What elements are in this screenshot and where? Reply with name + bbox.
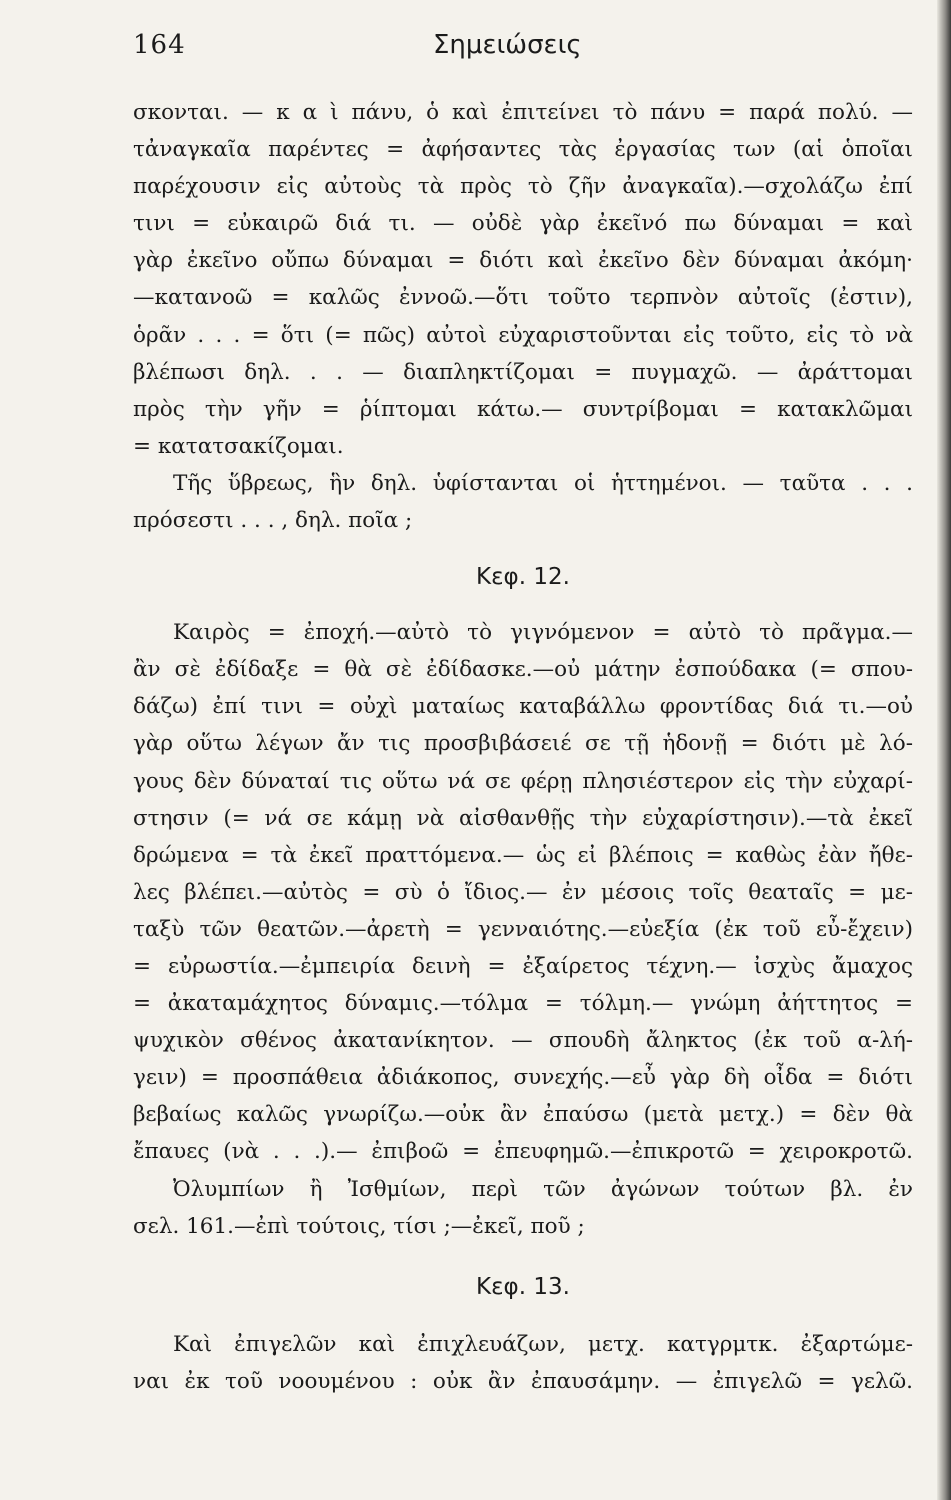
spacer xyxy=(133,596,913,614)
text-line: Καιρὸς = ἐποχή.—αὐτὸ τὸ γιγνόμενον = αὐτὸ τὸ πρᾶγμα.— xyxy=(173,620,913,646)
text-line: Καὶ ἐπιγελῶν καὶ ἐπιχλευάζων, μετχ. κατγρμτκ. ἐξαρτώμε- xyxy=(173,1331,913,1357)
text-line: ἂν σὲ ἐδίδαξε = θὰ σὲ ἐδίδασκε.—οὐ μάτην ἐσπούδακα (= σπου- xyxy=(133,657,913,683)
text-line: σελ. 161.—ἐπὶ τούτοις, τίσι ;—ἐκεῖ, ποῦ ; xyxy=(133,1213,585,1239)
text-line: γειν) = προσπάθεια ἀδιάκοπος, συνεχής.—εὖ γὰρ δὴ οἶδα = διότι xyxy=(133,1065,913,1091)
text-line: ταξὺ τῶν θεατῶν.—ἀρετὴ = γενναιότης.—εὐεξία (ἐκ τοῦ εὖ-ἔχειν) xyxy=(133,916,913,942)
chapter-heading-12: Κεφ. 12. xyxy=(476,564,570,591)
text-line: = κατατσακίζομαι. xyxy=(133,433,344,459)
text-line: = εὐρωστία.—ἐμπειρία δεινὴ = ἐξαίρετος τέχνη.— ἰσχὺς ἄμαχος xyxy=(133,953,913,979)
text-line: βεβαίως καλῶς γνωρίζω.—οὐκ ἂν ἐπαύσω (μετὰ μετχ.) = δὲν θὰ xyxy=(133,1102,913,1128)
page-body xyxy=(133,94,913,1400)
text-line: —κατανοῶ = καλῶς ἐννοῶ.—ὅτι τοῦτο τερπνὸν αὐτοῖς (ἐστιν), xyxy=(133,285,913,311)
text-line: γὰρ οὕτω λέγων ἄν τις προσβιβάσειέ σε τῇ ἡδονῇ = διότι μὲ λό- xyxy=(133,731,913,757)
text-line: ἔπαυες (νὰ . . .).— ἐπιβοῶ = ἐπευφημῶ.—ἐπικροτῶ = χειροκροτῶ. xyxy=(133,1139,913,1165)
text-line: πρὸς τὴν γῆν = ῥίπτομαι κάτω.— συντρίβομαι = κατακλῶμαι xyxy=(133,396,913,422)
text-line: δρώμενα = τὰ ἐκεῖ πραττόμενα.— ὡς εἰ βλέποις = καθὼς ἐὰν ἤθε- xyxy=(133,842,913,868)
text-line: Τῆς ὕβρεως, ἣν δηλ. ὑφίστανται οἱ ἡττημένοι. — ταῦτα . . . xyxy=(173,470,913,496)
text-line: γους δὲν δύναταί τις οὕτω νά σε φέρῃ πλησιέστερον εἰς τὴν εὐχαρί- xyxy=(133,768,913,794)
text-line: δάζω) ἐπί τινι = οὐχὶ ματαίως καταβάλλω φροντίδας διά τι.—οὐ xyxy=(133,694,913,720)
text-line: τἀναγκαῖα παρέντες = ἀφήσαντες τὰς ἐργασίας των (αἱ ὁποῖαι xyxy=(133,137,913,163)
text-line: ὁρᾶν . . . = ὅτι (= πῶς) αὐτοὶ εὐχαριστοῦνται εἰς τοῦτο, εἰς τὸ νὰ xyxy=(133,322,913,348)
text-line: τινι = εὐκαιρῶ διά τι. — οὐδὲ γὰρ ἐκεῖνό πω δύναμαι = καὶ xyxy=(133,211,913,237)
text-line: λες βλέπει.—αὐτὸς = σὺ ὁ ἴδιος.— ἐν μέσοις τοῖς θεαταῖς = με- xyxy=(133,879,913,905)
running-title: Σημειώσεις xyxy=(433,30,582,60)
text-line: ψυχικὸν σθένος ἀκατανίκητον. — σπουδὴ ἄληκτος (ἐκ τοῦ α-λή- xyxy=(133,1028,913,1054)
text-line: σκονται. — κ α ὶ πάνυ, ὁ καὶ ἐπιτείνει τὸ πάνυ = παρά πολύ. — xyxy=(133,100,913,125)
text-line: ναι ἐκ τοῦ νοουμένου : οὐκ ἂν ἐπαυσάμην. — ἐπιγελῶ = γελῶ. xyxy=(133,1368,913,1394)
text-line: Ὀλυμπίων ἢ Ἰσθμίων, περὶ τῶν ἀγώνων τούτων βλ. ἐν xyxy=(173,1176,913,1202)
text-line: στησιν (= νά σε κάμῃ νὰ αἰσθανθῇς τὴν εὐχαρίστησιν).—τὰ ἐκεῖ xyxy=(133,805,913,831)
text-line: = ἀκαταμάχητος δύναμις.—τόλμα = τόλμη.— γνώμη ἀήττητος = xyxy=(133,991,913,1017)
page-edge-shadow xyxy=(937,0,951,1500)
spacer xyxy=(133,1306,913,1326)
text-line: παρέχουσιν εἰς αὐτοὺς τὰ πρὸς τὸ ζῆν ἀναγκαῖα).—σχολάζω ἐπί xyxy=(133,174,913,200)
spacer xyxy=(133,1245,913,1269)
text-line: γὰρ ἐκεῖνο οὔπω δύναμαι = διότι καὶ ἐκεῖνο δὲν δύναμαι ἀκόμη· xyxy=(133,248,913,274)
text-line: βλέπωσι δηλ. . . — διαπληκτίζομαι = πυγμαχῶ. — ἀράττομαι xyxy=(133,359,913,385)
chapter-heading-13: Κεφ. 13. xyxy=(476,1273,570,1300)
running-head xyxy=(133,30,908,70)
page-number: 164 xyxy=(133,30,186,60)
spacer xyxy=(133,539,913,559)
text-line: πρόσεστι . . . , δηλ. ποῖα ; xyxy=(133,508,413,534)
